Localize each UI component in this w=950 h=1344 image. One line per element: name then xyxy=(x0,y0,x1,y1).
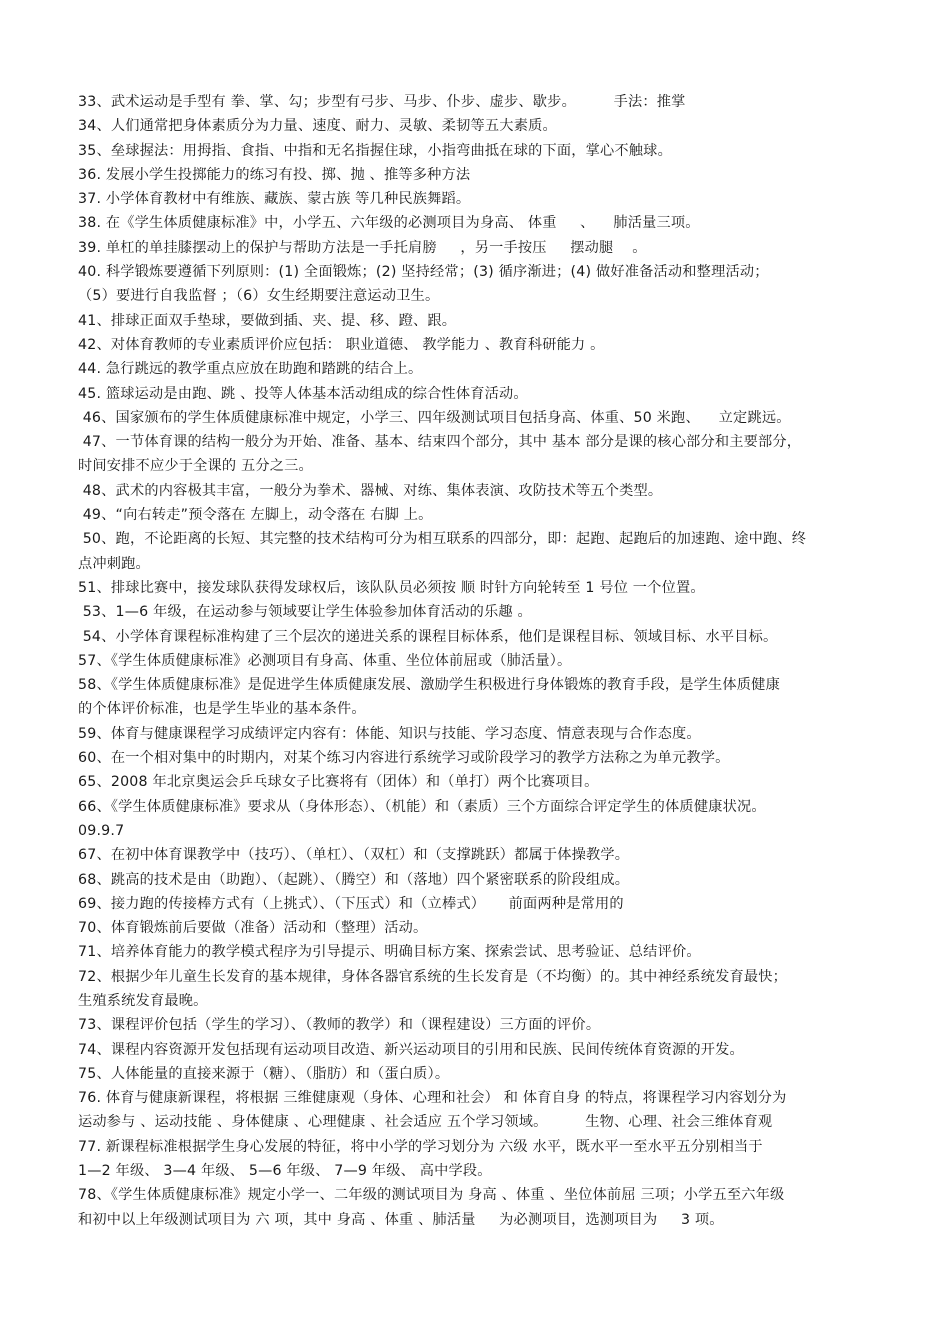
text-line: 37. 小学体育教材中有维族、藏族、蒙古族 等几种民族舞蹈。 xyxy=(78,191,471,208)
text-line: 38. 在《学生体质健康标准》中，小学五、六年级的必测项目为身高、 体重 、 肺活量三项。 xyxy=(78,215,700,232)
text-line: 42、对体育教师的专业素质评价应包括： 职业道德、 教学能力 、教育科研能力 。 xyxy=(78,336,605,353)
text-line: 74、课程内容资源开发包括现有运动项目改造、新兴运动项目的引用和民族、民间传统体育资源的开发。 xyxy=(78,1041,744,1058)
text-line: 54、小学体育课程标准构建了三个层次的递进关系的课程目标体系，他们是课程目标、领域目标、水平目标。 xyxy=(78,628,778,645)
text-line: 35、垒球握法：用拇指、食指、中指和无名指握住球，小指弯曲抵在球的下面，掌心不触球。 xyxy=(78,142,672,159)
text-line: 77. 新课程标准根据学生身心发展的特征，将中小学的学习划分为 六级 水平，既水平一至水平五分别相当于 xyxy=(78,1138,763,1155)
text-line: 48、武术的内容极其丰富，一般分为拳术、器械、对练、集体表演、攻防技术等五个类型。 xyxy=(78,482,663,499)
text-line: 40. 科学锻炼要遵循下列原则：(1) 全面锻炼；(2) 坚持经常；(3) 循序渐进；(4) 做好准备活动和整理活动； xyxy=(78,264,769,281)
text-line: 39. 单杠的单挂膝摆动上的保护与帮助方法是一手托肩膀 ，另一手按压 摆动腿 。 xyxy=(78,239,647,256)
text-line: 59、体育与健康课程学习成绩评定内容有：体能、知识与技能、学习态度、情意表现与合作态度。 xyxy=(78,725,701,742)
text-line: 的个体评价标准，也是学生毕业的基本条件。 xyxy=(78,701,366,718)
text-line: 45. 篮球运动是由跑、跳 、投等人体基本活动组成的综合性体育活动。 xyxy=(78,385,528,402)
text-line: 51、排球比赛中，接发球队获得发球权后，该队队员必须按 顺 时针方向轮转至 1 号位 一个位置。 xyxy=(78,579,705,596)
text-line: 34、人们通常把身体素质分为力量、速度、耐力、灵敏、柔韧等五大素质。 xyxy=(78,118,557,135)
text-line: 57、《学生体质健康标准》必测项目有身高、体重、坐位体前屈或（肺活量）。 xyxy=(78,652,572,669)
text-line: 50、跑，不论距离的长短、其完整的技术结构可分为相互联系的四部分，即：起跑、起跑后的加速跑、途中跑、终 xyxy=(78,531,807,548)
text-line: 72、根据少年儿童生长发育的基本规律，身体各器官系统的生长发育是（不均衡）的。其中神经系统发育最快； xyxy=(78,968,788,985)
text-line: 78、《学生体质健康标准》规定小学一、二年级的测试项目为 身高 、体重 、坐位体前屈 三项；小学五至六年级 xyxy=(78,1187,785,1204)
document-body xyxy=(78,90,886,1232)
text-line: 53、1—6 年级，在运动参与领域要让学生体验参加体育活动的乐趣 。 xyxy=(78,604,532,621)
text-line: 67、在初中体育课教学中（技巧）、（单杠）、（双杠）和（支撑跳跃）都属于体操教学。 xyxy=(78,847,630,864)
text-line: 75、人体能量的直接来源于（糖）、（脂肪）和（蛋白质）。 xyxy=(78,1065,450,1082)
text-line: 44. 急行跳远的教学重点应放在助跑和踏跳的结合上。 xyxy=(78,361,423,378)
text-line: 69、接力跑的传接棒方式有（上挑式）、（下压式）和（立棒式） 前面两种是常用的 xyxy=(78,895,624,912)
text-line: （5）要进行自我监督 ；（6）女生经期要注意运动卫生。 xyxy=(78,288,440,305)
text-line: 66、《学生体质健康标准》要求从（身体形态）、（机能）和（素质）三个方面综合评定学生的体质健康状况。 xyxy=(78,798,766,815)
text-line: 36. 发展小学生投掷能力的练习有投、掷、抛 、推等多种方法 xyxy=(78,166,471,183)
text-line: 68、跳高的技术是由（助跑）、（起跳）、（腾空）和（落地）四个紧密联系的阶段组成。 xyxy=(78,871,630,888)
text-line: 点冲刺跑。 xyxy=(78,555,150,572)
text-line: 70、体育锻炼前后要做（准备）活动和（整理）活动。 xyxy=(78,920,428,937)
text-line: 1—2 年级、 3—4 年级、 5—6 年级、 7—9 年级、 高中学段。 xyxy=(78,1163,492,1180)
text-line: 58、《学生体质健康标准》是促进学生体质健康发展、激励学生积极进行身体锻炼的教育手段，是学生体质健康 xyxy=(78,677,780,694)
text-line: 运动参与 、运动技能 、身体健康 、心理健康 、社会适应 五个学习领域。 生物、心理、社会三维体育观 xyxy=(78,1114,773,1131)
text-line: 生殖系统发育最晚。 xyxy=(78,992,208,1009)
text-line: 41、排球正面双手垫球，要做到插、夹、提、移、蹬、跟。 xyxy=(78,312,457,329)
text-line: 71、培养体育能力的教学模式程序为引导提示、明确目标方案、探索尝试、思考验证、总结评价。 xyxy=(78,944,701,961)
text-line: 和初中以上年级测试项目为 六 项，其中 身高 、体重 、肺活量 为必测项目，选测项目为 3 项。 xyxy=(78,1211,724,1228)
text-line: 47、一节体育课的结构一般分为开始、准备、基本、结束四个部分，其中 基本 部分是课的核心部分和主要部分， xyxy=(78,434,802,451)
text-line: 09.9.7 xyxy=(78,822,125,839)
text-line: 46、国家颁布的学生体质健康标准中规定，小学三、四年级测试项目包括身高、体重、50 米跑、 立定跳远。 xyxy=(78,409,791,426)
text-line: 49、“向右转走”预令落在 左脚上，动令落在 右脚 上。 xyxy=(78,507,433,524)
text-line: 73、课程评价包括（学生的学习）、（教师的教学）和（课程建设）三方面的评价。 xyxy=(78,1017,601,1034)
text-line: 60、在一个相对集中的时期内，对某个练习内容进行系统学习或阶段学习的教学方法称之为单元教学。 xyxy=(78,750,730,767)
text-line: 33、武术运动是手型有 拳、掌、勾；步型有弓步、马步、仆步、虚步、歇步。 手法：推掌 xyxy=(78,94,686,110)
text-line: 76. 体育与健康新课程，将根据 三维健康观（身体、心理和社会） 和 体育自身 的特点，将课程学习内容划分为 xyxy=(78,1090,787,1107)
text-line: 65、2008 年北京奥运会乒乓球女子比赛将有（团体）和（单打）两个比赛项目。 xyxy=(78,774,599,791)
text-line: 时间安排不应少于全课的 五分之三。 xyxy=(78,458,313,475)
